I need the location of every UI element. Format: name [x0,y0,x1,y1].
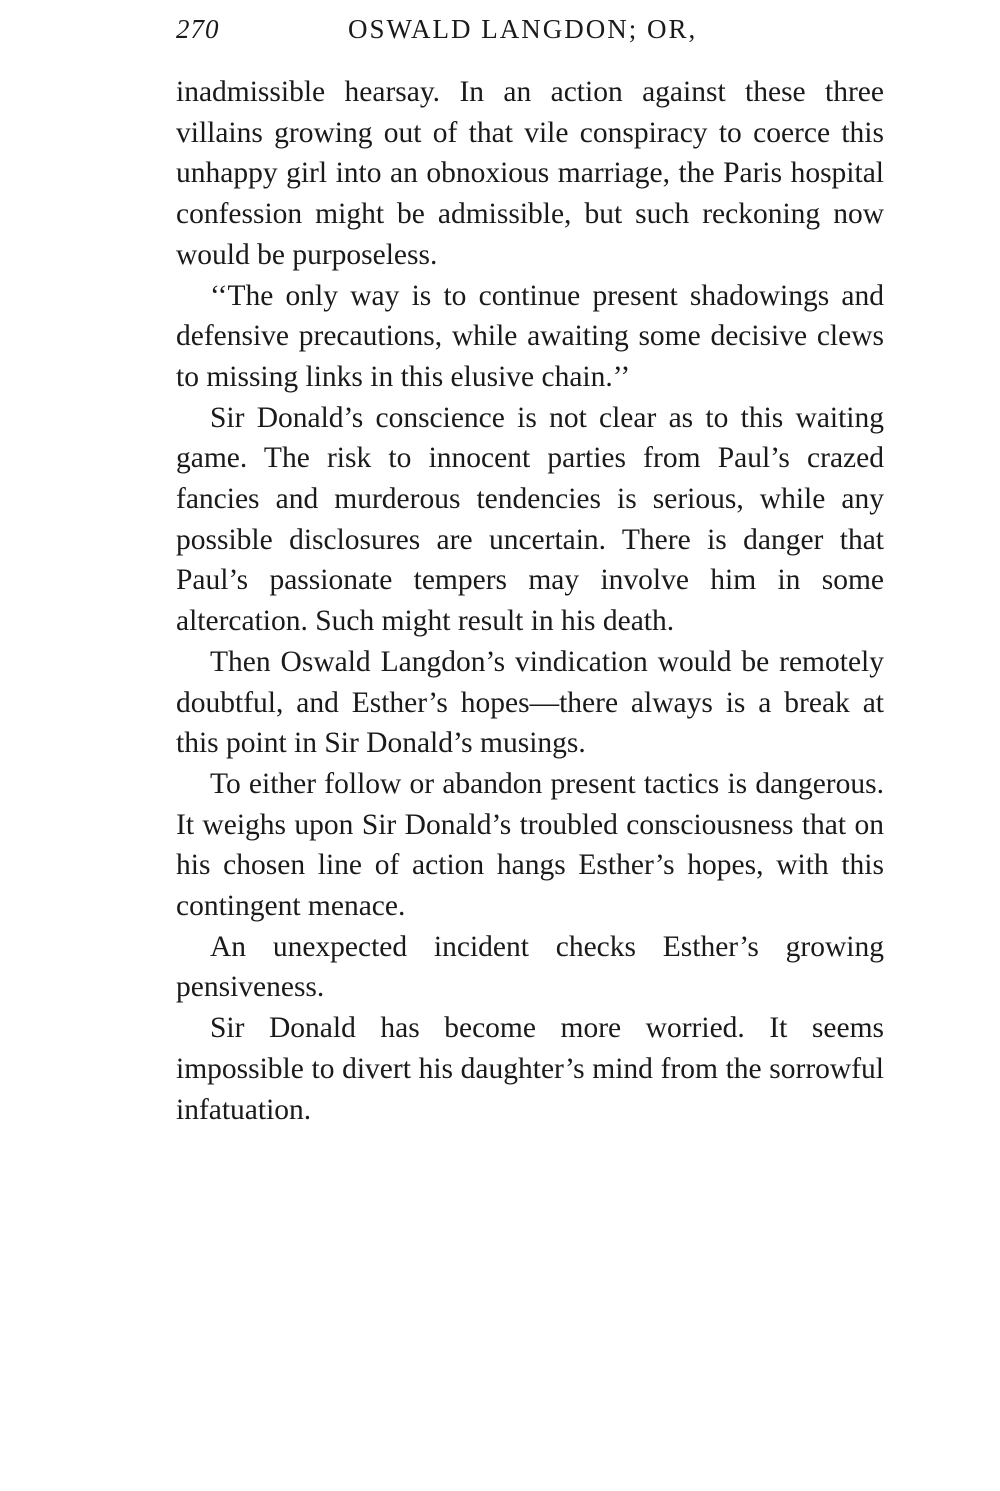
paragraph-continued: inadmissible hearsay. In an action against these three villains growing out of that vile conspiracy to coerce this unhappy girl into an obnoxious marriage, the Paris hospital confession might be admissible, but such reckoning now would be purposeless. [176,76,884,271]
running-title: OSWALD LANGDON; OR, [348,14,698,44]
body-text [176,72,884,1130]
paragraph: To either follow or abandon present tactics is dangerous. It weighs upon Sir Donald’s troubled consciousness that on his chosen line of action hangs Esther’s hopes, with this contingent menace. [176,767,884,923]
paragraph: Sir Donald’s conscience is not clear as to this waiting game. The risk to innocent parties from Paul’s crazed fancies and murderous tendencies is serious, while any possible disclosures are uncertain. There is danger that Paul’s passionate tempers may involve him in some altercation. Such might result in his death. [176,401,884,638]
paragraph: Sir Donald has become more worried. It seems impossible to divert his daughter’s mind from the sorrowful infatuation. [176,1012,884,1126]
paragraph: Then Oswald Langdon’s vindication would be remotely doubtful, and Esther’s hopes—there always is a break at this point in Sir Donald’s musings. [176,645,884,760]
page-number: 270 [176,14,220,44]
paragraph: An unexpected incident checks Esther’s growing pensiveness. [176,930,884,1004]
paragraph: ‘‘The only way is to continue present shadowings and defensive precautions, while awaiting some decisive clews to missing links in this elusive chain.’’ [176,279,884,393]
running-head [176,14,896,54]
